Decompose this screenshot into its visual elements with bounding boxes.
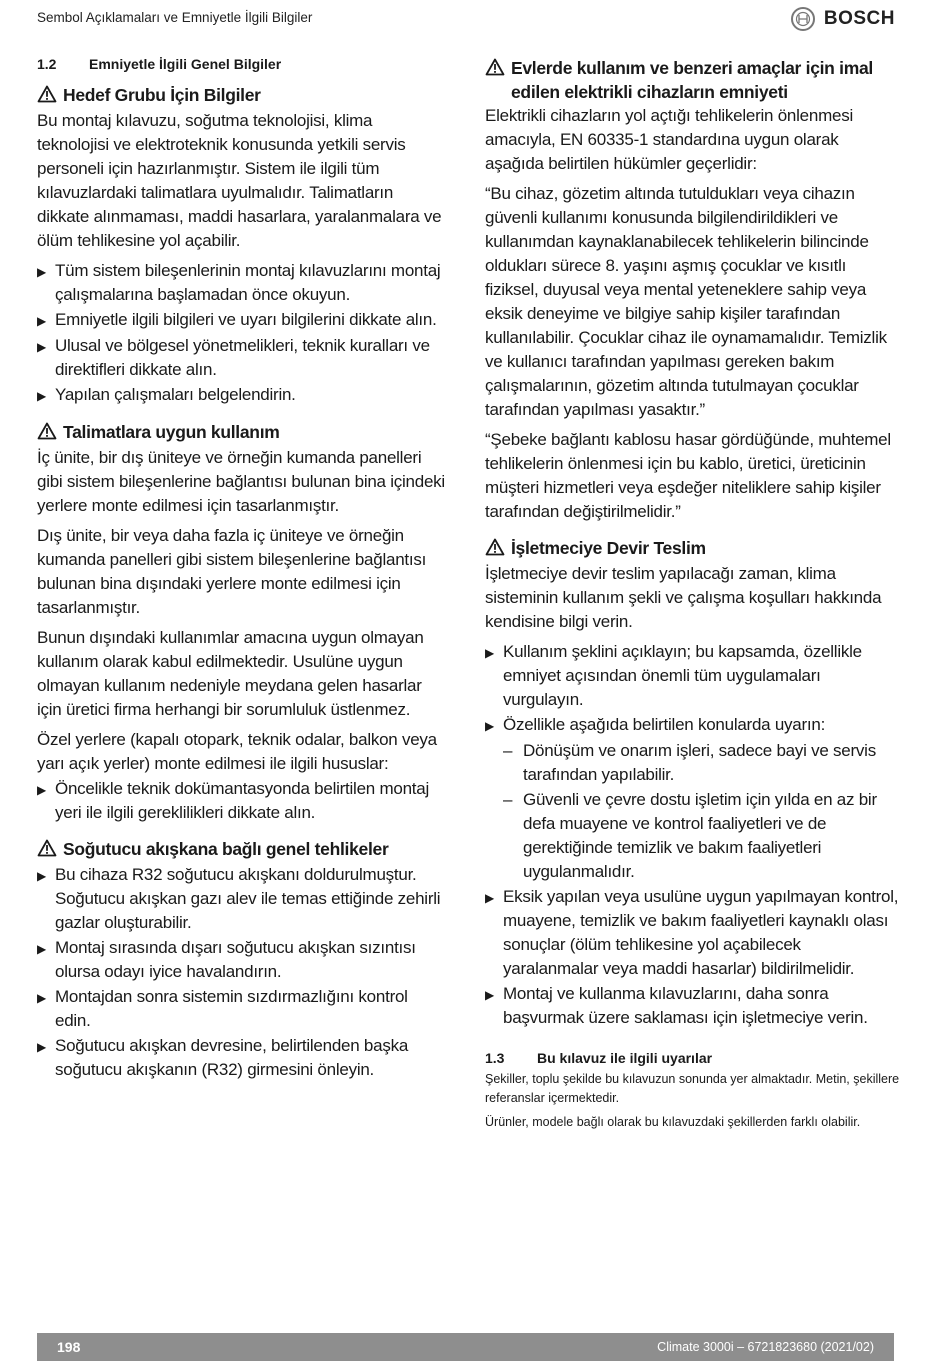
dash-marker: – <box>503 790 513 809</box>
triangle-bullet-icon: ▶ <box>485 646 494 660</box>
section-number: 1.2 <box>37 56 57 72</box>
warning-triangle-icon <box>37 837 63 863</box>
bullet-item <box>37 308 447 333</box>
warning-heading-handover <box>485 536 900 562</box>
bullet-item <box>37 383 447 408</box>
paragraph: Ürünler, modele bağlı olarak bu kılavuzdaki şekillerden farklı olabilir. <box>485 1115 861 1129</box>
paragraph: Bunun dışındaki kullanımlar amacına uygun olmayan kullanım olarak kabul edilmektedir. Usulüne uygun olmayan kullanım nedeniyle meydana gelen hasarlar için üretici firma herhangi bir sorumluluk üstlenmez. <box>37 628 424 719</box>
bullet-text: Emniyetle ilgili bilgileri ve uyarı bilgilerini dikkate alın. <box>55 310 437 329</box>
dash-item <box>503 739 900 787</box>
bullet-item <box>37 777 447 825</box>
triangle-bullet-icon: ▶ <box>37 869 46 883</box>
paragraph: Şekiller, toplu şekilde bu kılavuzun sonunda yer almaktadır. Metin, şekillere referanslar içermektedir. <box>485 1072 900 1105</box>
dash-marker: – <box>503 741 513 760</box>
triangle-bullet-icon: ▶ <box>37 1040 46 1054</box>
triangle-bullet-icon: ▶ <box>37 340 46 354</box>
warning-heading-household-safety <box>485 56 900 104</box>
paragraph: İç ünite, bir dış üniteye ve örneğin kumanda panelleri gibi sistem bileşenlerine bağlantısı bulunan bina içindeki yerlere monte edilmesi için tasarlanmıştır. <box>37 448 445 515</box>
bullet-item <box>485 885 900 981</box>
warning-triangle-icon <box>485 56 511 104</box>
paragraph: Özel yerlere (kapalı otopark, teknik odalar, balkon veya yarı açık yerler) monte edilmesi ile ilgili hususlar: <box>37 730 437 773</box>
paragraph: “Şebeke bağlantı kablosu hasar gördüğünde, muhtemel tehlikelerin önlenmesi için bu kablo, üretici, üreticinin müşteri hizmetleri veya eşdeğer niteliklere sahip kişiler tarafından değiştirilmelidir.” <box>485 430 891 521</box>
warning-heading-refrigerant <box>37 837 447 863</box>
bullet-text: Bu cihaza R32 soğutucu akışkanı doldurulmuştur. Soğutucu akışkan gazı alev ile temas ettiğinde zehirli gazlar oluşturabilir. <box>55 865 441 932</box>
left-column <box>37 56 447 1083</box>
bullet-item <box>485 640 900 712</box>
paragraph: Bu montaj kılavuzu, soğutma teknolojisi, klima teknolojisi ve elektroteknik konusunda yetkili servis personeli için hazırlanmıştır. Sistem ile ilgili tüm kılavuzlardaki talimatlara uyulmalıdır. Talimatların dikkate alınmaması, maddi hasarlara, yaralanmalara ve ölüm tehlikesine yol açabilir. <box>37 111 442 250</box>
dash-text: Dönüşüm ve onarım işleri, sadece bayi ve servis tarafından yapılabilir. <box>523 741 876 784</box>
bosch-armature-icon <box>791 7 815 31</box>
bullet-item <box>37 863 447 935</box>
warning-heading-intended-use <box>37 420 447 446</box>
bullet-item <box>37 936 447 984</box>
section-title: Bu kılavuz ile ilgili uyarılar <box>537 1050 713 1066</box>
section-heading-1-2 <box>37 56 447 72</box>
bosch-logo <box>791 7 895 31</box>
warning-title: İşletmeciye Devir Teslim <box>511 538 706 558</box>
bullet-item <box>485 713 900 738</box>
bullet-item <box>37 1034 447 1082</box>
warning-triangle-icon <box>37 420 63 446</box>
triangle-bullet-icon: ▶ <box>37 783 46 797</box>
bullet-text: Montajdan sonra sistemin sızdırmazlığını kontrol edin. <box>55 987 408 1030</box>
section-heading-1-3 <box>485 1050 900 1066</box>
triangle-bullet-icon: ▶ <box>37 991 46 1005</box>
page-footer <box>37 1333 894 1361</box>
dash-text: Güvenli ve çevre dostu işletim için yılda en az bir defa muayene ve kontrol faaliyetleri ve de gerektiğinde temizlik ve bakım faaliyetleri uygulanmalıdır. <box>523 790 877 881</box>
paragraph: Elektrikli cihazların yol açtığı tehlikelerin önlenmesi amacıyla, EN 60335-1 standardına uygun olarak aşağıda belirtilen hükümler geçerlidir: <box>485 106 853 173</box>
bullet-text: Montaj ve kullanma kılavuzlarını, daha sonra başvurmak üzere saklaması için işletmeciye verin. <box>503 984 868 1027</box>
section-title: Emniyetle İlgili Genel Bilgiler <box>89 56 282 72</box>
bullet-text: Soğutucu akışkan devresine, belirtilenden başka soğutucu akışkanın (R32) girmesini önleyin. <box>55 1036 409 1079</box>
running-header: Sembol Açıklamaları ve Emniyetle İlgili Bilgiler <box>37 10 313 25</box>
bullet-text: Yapılan çalışmaları belgelendirin. <box>55 385 296 404</box>
bullet-text: Ulusal ve bölgesel yönetmelikleri, teknik kuralları ve direktifleri dikkate alın. <box>55 336 430 379</box>
dash-item <box>503 788 900 884</box>
warning-title: Evlerde kullanım ve benzeri amaçlar için imal edilen elektrikli cihazların emniyeti <box>511 58 873 102</box>
warning-triangle-icon <box>37 83 63 109</box>
bullet-text: Tüm sistem bileşenlerinin montaj kılavuzlarını montaj çalışmalarına başlamadan önce okuyun. <box>55 261 441 304</box>
right-column <box>485 56 900 1137</box>
paragraph: Dış ünite, bir veya daha fazla iç üniteye ve örneğin kumanda panelleri gibi sistem bileşenlerine bağlantısı bulunan bina dışındaki yerlere monte edilmesi için tasarlanmıştır. <box>37 526 427 617</box>
bullet-text: Öncelikle teknik dokümantasyonda belirtilen montaj yeri ile ilgili gereklilikleri dikkate alın. <box>55 779 429 822</box>
brand-wordmark: BOSCH <box>823 8 895 29</box>
triangle-bullet-icon: ▶ <box>485 891 494 905</box>
bullet-text: Eksik yapılan veya usulüne uygun yapılmayan kontrol, muayene, temizlik ve bakım faaliyetleri kaynaklı olası sonuçlar (ölüm tehlikesine yol açabilecek yaralanmalar veya maddi hasarlar) bildirilmelidir. <box>503 887 899 978</box>
warning-title: Talimatlara uygun kullanım <box>63 422 280 442</box>
triangle-bullet-icon: ▶ <box>37 314 46 328</box>
warning-title: Soğutucu akışkana bağlı genel tehlikeler <box>63 839 389 859</box>
bullet-item <box>37 259 447 307</box>
triangle-bullet-icon: ▶ <box>37 389 46 403</box>
paragraph: “Bu cihaz, gözetim altında tutuldukları veya cihazın güvenli kullanımı konusunda bilgilendirildikleri ve kullanımdan kaynaklanabilecek tehlikelerin bilincinde oldukları sürece 8. yaşını aşmış çocuklar ve kısıtlı fiziksel, duyusal veya mental yeteneklere sahip veya eksik deneyime ve bilgiye sahip kişiler tarafından kullanılabilir. Çocuklar cihaz ile oynamamalıdır. Temizlik ve kullanıcı tarafından yapılması gereken bakım çalışmalarının, gözetim altında tutulmayan çocuklar tarafından yapılması yasaktır.” <box>485 184 887 419</box>
bullet-item <box>485 982 900 1030</box>
warning-title: Hedef Grubu İçin Bilgiler <box>63 85 261 105</box>
bullet-item <box>37 334 447 382</box>
document-reference: Climate 3000i – 6721823680 (2021/02) <box>657 1340 874 1354</box>
bullet-item <box>37 985 447 1033</box>
triangle-bullet-icon: ▶ <box>485 988 494 1002</box>
page-number: 198 <box>57 1339 81 1355</box>
triangle-bullet-icon: ▶ <box>37 942 46 956</box>
triangle-bullet-icon: ▶ <box>485 719 494 733</box>
paragraph: İşletmeciye devir teslim yapılacağı zaman, klima sisteminin kullanım şekli ve çalışma koşulları hakkında kendisine bilgi verin. <box>485 564 882 631</box>
bullet-text: Montaj sırasında dışarı soğutucu akışkan sızıntısı olursa odayı iyice havalandırın. <box>55 938 416 981</box>
bullet-text: Özellikle aşağıda belirtilen konularda uyarın: <box>503 715 826 734</box>
bullet-text: Kullanım şeklini açıklayın; bu kapsamda, özellikle emniyet açısından önemli tüm uygulamaları vurgulayın. <box>503 642 862 709</box>
warning-triangle-icon <box>485 536 511 562</box>
triangle-bullet-icon: ▶ <box>37 265 46 279</box>
warning-heading-target-group <box>37 83 447 109</box>
section-number: 1.3 <box>485 1050 505 1066</box>
